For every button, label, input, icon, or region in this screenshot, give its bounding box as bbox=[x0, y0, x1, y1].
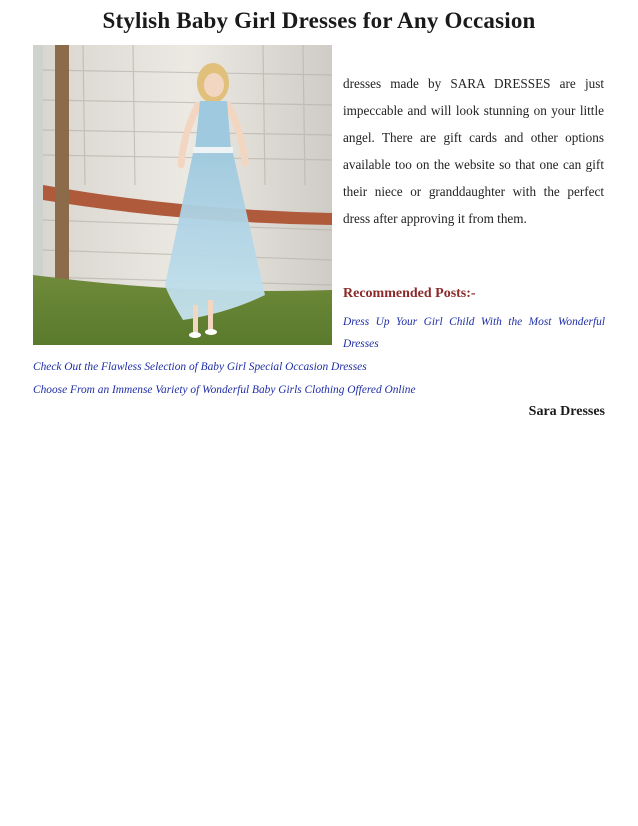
page-title: Stylish Baby Girl Dresses for Any Occasion bbox=[102, 8, 536, 33]
dress-photo bbox=[33, 45, 332, 345]
recommended-link-1[interactable]: Dress Up Your Girl Child With the Most Wonderful Dresses bbox=[343, 316, 605, 350]
recommended-posts-heading: Recommended Posts:- bbox=[343, 286, 476, 301]
author-signature: Sara Dresses bbox=[528, 404, 605, 419]
recommended-link-2[interactable]: Check Out the Flawless Selection of Baby Girl Special Occasion Dresses bbox=[33, 361, 367, 373]
body-paragraph: dresses made by SARA DRESSES are just impeccable and will look stunning on your little angel. There are gift cards and other options available too on the website so that one can gift their niece or granddaughter with the perfect dress after approving it from them. bbox=[343, 76, 604, 226]
recommended-link-3[interactable]: Choose From an Immense Variety of Wonderful Baby Girls Clothing Offered Online bbox=[33, 384, 416, 396]
